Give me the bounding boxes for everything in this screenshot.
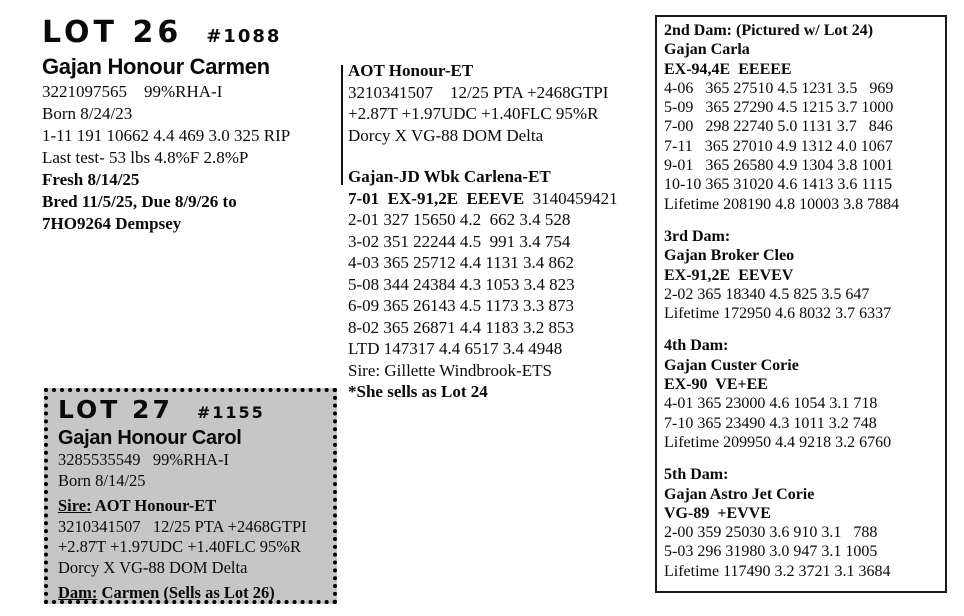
- record-row: 5-03 296 31980 3.0 947 3.1 1005: [664, 543, 878, 561]
- dam-label: Dam:: [58, 583, 98, 602]
- spacer: [664, 214, 938, 227]
- lot27-number: #1155: [196, 403, 265, 422]
- sire-name: AOT Honour-ET: [348, 61, 474, 80]
- lot27-sire-id-line: 3210341507 12/25 PTA +2468GTPI: [58, 516, 307, 536]
- dam-score: 7-01 EX-91,2E EEEVE: [348, 188, 525, 208]
- dam-section-2nd: [664, 21, 938, 214]
- lot27-dam-text: Carmen (Sells as Lot 26): [97, 583, 275, 602]
- lot27-sire-line: [58, 496, 323, 517]
- lot26-number: #1088: [206, 26, 282, 47]
- dams-panel: [655, 15, 947, 593]
- sire-pedigree-line: Dorcy X VG-88 DOM Delta: [348, 125, 544, 145]
- pedigree-bracket-line: [341, 65, 343, 185]
- dam-section-score: EX-94,4E EEEEE: [664, 60, 792, 78]
- record-row: Lifetime 172950 4.6 8032 3.7 6337: [664, 305, 892, 323]
- record-row: 4-03 365 25712 4.4 1131 3.4 862: [348, 253, 575, 272]
- lot27-sire-name: AOT Honour-ET: [91, 496, 217, 515]
- pedigree-column: [348, 60, 650, 403]
- lot26-title-row: [42, 14, 342, 52]
- record-row: 7-10 365 23490 4.3 1011 3.2 748: [664, 414, 877, 432]
- record-row: Lifetime 208190 4.8 10003 3.8 7884: [664, 195, 900, 213]
- lot27-title: LOT 27: [58, 395, 173, 424]
- lot26-animal-name: Gajan Honour Carmen: [42, 54, 270, 79]
- lot26-fresh-line: Fresh 8/14/25: [42, 170, 140, 189]
- dam-section-title: 4th Dam:: [664, 337, 729, 355]
- record-row: 5-08 344 24384 4.3 1053 3.4 823: [348, 274, 575, 294]
- dam-section-score: EX-91,2E EEVEV: [664, 266, 794, 284]
- lot26-id-line: 3221097565 99%RHA-I: [42, 82, 223, 101]
- lot27-sire-proof-line: +2.87T +1.97UDC +1.40FLC 95%R: [58, 537, 302, 556]
- record-row: Lifetime 117490 3.2 3721 3.1 3684: [664, 562, 891, 580]
- record-row: 10-10 365 31020 4.6 1413 3.6 1115: [664, 176, 893, 194]
- lot27-id-line: 3285535549 99%RHA-I: [58, 450, 229, 469]
- lot27-sire-pedigree-line: Dorcy X VG-88 DOM Delta: [58, 557, 248, 577]
- record-row: 7-00 298 22740 5.0 1131 3.7 846: [664, 118, 893, 136]
- lot27-animal-name: Gajan Honour Carol: [58, 427, 242, 449]
- dam-section-title: 5th Dam:: [664, 466, 729, 484]
- lot26-service-sire-line: 7HO9264 Dempsey: [42, 214, 182, 233]
- lot27-section: [44, 388, 337, 604]
- lot26-bred-line: Bred 11/5/25, Due 8/9/26 to: [42, 192, 237, 211]
- dam-section-name: Gajan Broker Cleo: [664, 247, 795, 265]
- record-row: 4-01 365 23000 4.6 1054 3.1 718: [664, 395, 878, 413]
- lot26-born-line: Born 8/24/23: [42, 104, 133, 123]
- record-row: 9-01 365 26580 4.9 1304 3.8 1001: [664, 157, 894, 175]
- dam-section-name: Gajan Carla: [664, 41, 750, 59]
- lot26-record-line: 1-11 191 10662 4.4 469 3.0 325 RIP: [42, 126, 291, 145]
- lot26-last-test-line: Last test- 53 lbs 4.8%F 2.8%P: [42, 148, 249, 167]
- record-row: 2-00 359 25030 3.6 910 3.1 788: [664, 524, 878, 542]
- spacer: [664, 452, 938, 465]
- record-row: Lifetime 209950 4.4 9218 3.2 6760: [664, 433, 892, 451]
- dam-section-title: 2nd Dam: (Pictured w/ Lot 24): [664, 22, 874, 39]
- dam-section-name: Gajan Astro Jet Corie: [664, 485, 815, 503]
- dam-section-3rd: [664, 227, 938, 323]
- record-row: 2-02 365 18340 4.5 825 3.5 647: [664, 285, 870, 303]
- dam-name: Gajan-JD Wbk Carlena-ET: [348, 167, 551, 186]
- record-row: 5-09 365 27290 4.5 1215 3.7 1000: [664, 99, 894, 117]
- dam-section-name: Gajan Custer Corie: [664, 356, 799, 374]
- dam-section-title: 3rd Dam:: [664, 227, 731, 245]
- lot27-dam-line: [58, 583, 323, 604]
- lot27-title-row: [58, 394, 323, 425]
- lot26-title: LOT 26: [42, 15, 183, 50]
- dam-reg-number: 3140459421: [524, 188, 618, 208]
- lot27-born-line: Born 8/14/25: [58, 470, 146, 490]
- dam-section-score: VG-89 +EVVE: [664, 504, 771, 522]
- dam-section-score: EX-90 VE+EE: [664, 376, 768, 394]
- record-row: 7-11 365 27010 4.9 1312 4.0 1067: [664, 137, 893, 155]
- record-row: 4-06 365 27510 4.5 1231 3.5 969: [664, 79, 894, 97]
- spacer: [664, 323, 938, 336]
- record-row: 2-01 327 15650 4.2 662 3.4 528: [348, 210, 571, 229]
- dam-score-line: [348, 188, 650, 210]
- spacer: [348, 146, 650, 166]
- record-row: 3-02 351 22244 4.5 991 3.4 754: [348, 231, 571, 251]
- record-row: 8-02 365 26871 4.4 1183 3.2 853: [348, 317, 575, 337]
- record-row: LTD 147317 4.4 6517 3.4 4948: [348, 339, 563, 358]
- sire-id-line: 3210341507 12/25 PTA +2468GTPI: [348, 82, 609, 102]
- dam-sire-line: Sire: Gillette Windbrook-ETS: [348, 360, 552, 380]
- lot26-section: [42, 14, 342, 235]
- dam-sale-note: *She sells as Lot 24: [348, 382, 488, 401]
- dam-section-5th: [664, 465, 938, 581]
- record-row: 6-09 365 26143 4.5 1173 3.3 873: [348, 296, 575, 315]
- sire-label: Sire:: [58, 496, 92, 515]
- sire-proof-line: +2.87T +1.97UDC +1.40FLC 95%R: [348, 104, 599, 123]
- dam-section-4th: [664, 336, 938, 452]
